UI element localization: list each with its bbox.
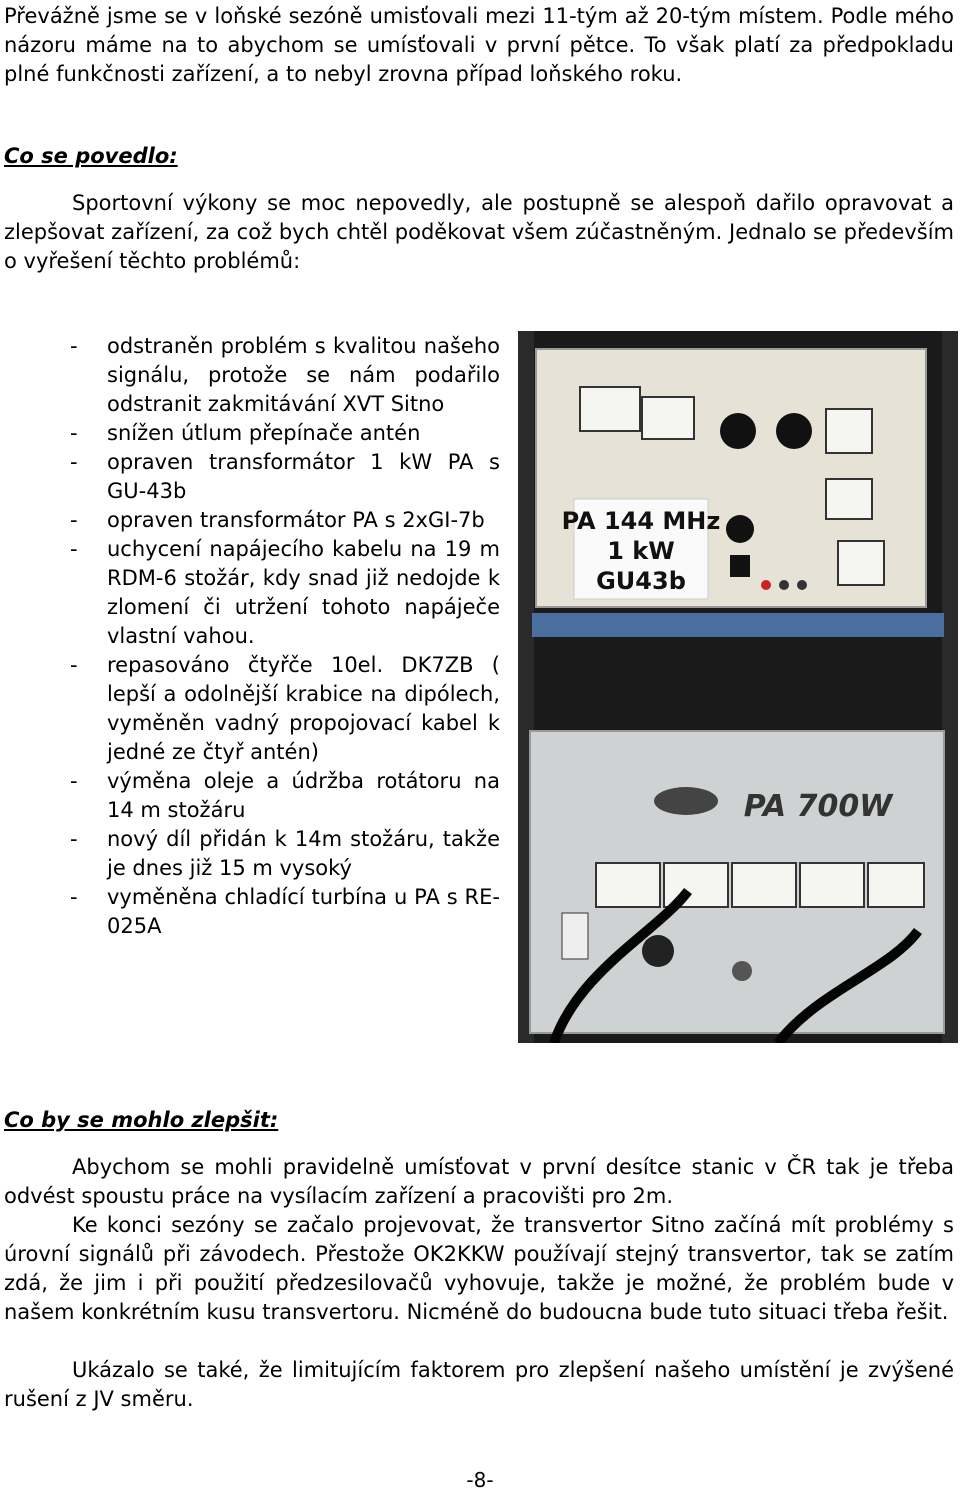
section1-paragraph: Sportovní výkony se moc nepovedly, ale postupně se alespoň dařilo opravovat a zlepšovat zařízení, za což bych chtěl poděkovat všem zúčastněným. Jednalo se především o vyřešení těchto problémů: <box>4 191 954 273</box>
section2-paragraph-2: Ke konci sezóny se začalo projevovat, že transvertor Sitno začíná mít problémy s úrovní signálů při závodech. Přestože OK2KKW používají stejný transvertor, tak se zatím zdá, že jim i při použití předzesilovačů vyhovuje, takže je možné, že problém bude v našem konkrétním kusu transvertoru. Nicméně do budoucna bude tuto situaci třeba řešit. <box>4 1213 954 1324</box>
upper-panel-line1: PA 144 MHz <box>561 507 721 535</box>
list-item: - výměna oleje a údržba rotátoru na 14 m stožáru <box>70 769 500 822</box>
list-item: - snížen útlum přepínače antén <box>70 421 421 445</box>
list-item: - nový díl přidán k 14m stožáru, takže je dnes již 15 m vysoký <box>70 827 500 880</box>
upper-panel-line3: GU43b <box>596 567 686 595</box>
list-item: - uchycení napájecího kabelu na 19 m RDM-6 stožár, kdy snad již nedojde k zlomení či utržení tohoto napáječe vlastní vahou. <box>70 537 500 648</box>
intro-paragraph: Převážně jsme se v loňské sezóně umisťovali mezi 11-tým až 20-tým místem. Podle mého názoru máme na to abychom se umísťovali v první pětce. To však platí za předpokladu plné funkčnosti zařízení, a to nebyl zrovna případ loňského roku. <box>4 4 954 86</box>
amplifier-rack-photo <box>518 331 958 1043</box>
lower-panel-label: PA 700W <box>743 789 893 824</box>
list-item: - vyměněna chladící turbína u PA s RE-025A <box>70 885 500 938</box>
list-item: - repasováno čtyřče 10el. DK7ZB ( lepší a odolnější krabice na dipólech, vyměněn vadný propojovací kabel k jedné ze čtyř antén) <box>70 653 500 764</box>
page-number: -8- <box>466 1468 494 1492</box>
section2-paragraph-3: Ukázalo se také, že limitujícím faktorem pro zlepšení našeho umístění je zvýšené rušení z JV směru. <box>4 1358 954 1411</box>
section-heading-improve: Co by se mohlo zlepšit: <box>4 1108 279 1132</box>
upper-panel-line2: 1 kW <box>607 537 675 565</box>
list-item: - opraven transformátor 1 kW PA s GU-43b <box>70 450 500 503</box>
list-item: - opraven transformátor PA s 2xGI-7b <box>70 508 485 532</box>
list-item: - odstraněn problém s kvalitou našeho signálu, protože se nám podařilo odstranit zakmitávání XVT Sitno <box>70 334 500 416</box>
section2-paragraph-1: Abychom se mohli pravidelně umísťovat v první desítce stanic v ČR tak je třeba odvést spoustu práce na vysílacím zařízení a pracovišti pro 2m. <box>4 1155 954 1208</box>
section-heading-succeeded: Co se povedlo: <box>4 144 178 168</box>
fixes-list <box>70 332 500 941</box>
